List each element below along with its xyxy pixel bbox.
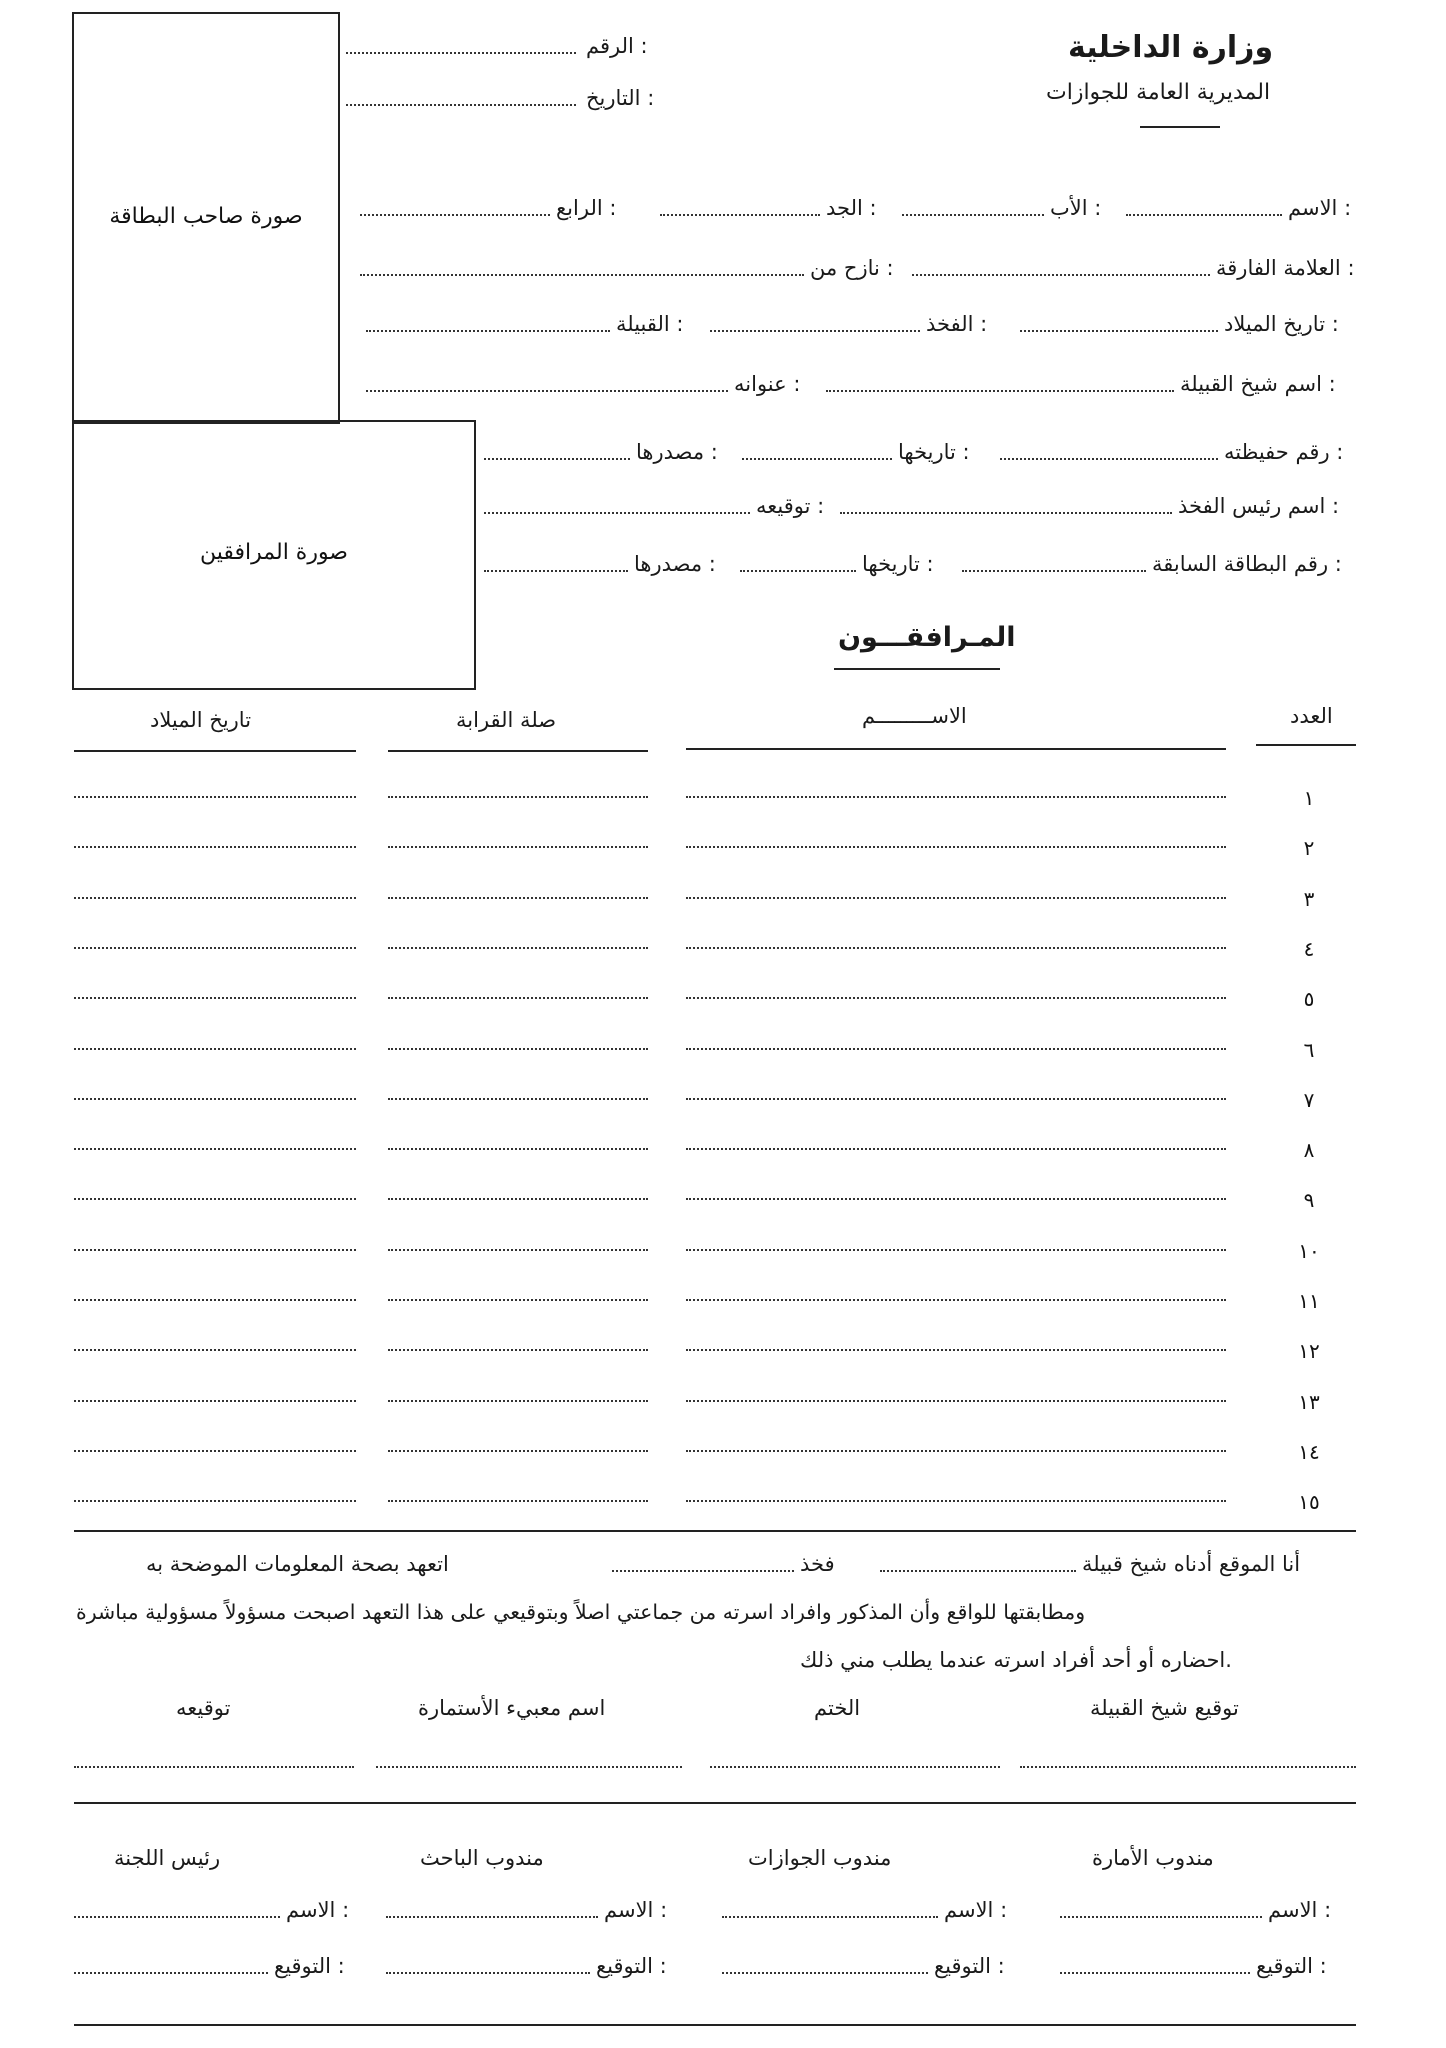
emirate-sign-field[interactable] xyxy=(1060,1972,1250,1974)
his-signature-field[interactable] xyxy=(74,1766,354,1768)
date-label: التاريخ : xyxy=(586,86,655,110)
signature-field[interactable] xyxy=(484,512,750,514)
prev-card-field[interactable] xyxy=(962,570,1146,572)
companion-birth-field[interactable] xyxy=(74,796,356,798)
emirate-rep-label: مندوب الأمارة xyxy=(1092,1846,1214,1870)
companion-name-field[interactable] xyxy=(686,947,1226,949)
companion-name-field[interactable] xyxy=(686,1450,1226,1452)
birth-date-label: تاريخ الميلاد : xyxy=(1224,312,1339,336)
file-no-field[interactable] xyxy=(1000,458,1218,460)
emirate-name-field[interactable] xyxy=(1060,1916,1262,1918)
researcher-name-field[interactable] xyxy=(386,1916,598,1918)
passports-name-field[interactable] xyxy=(722,1916,938,1918)
name-field[interactable] xyxy=(1126,214,1282,216)
bottom-rule xyxy=(74,2024,1356,2026)
emirate-name-label: الاسم : xyxy=(1268,1898,1332,1922)
companion-row-number: ١٤ xyxy=(1298,1440,1320,1464)
number-field[interactable] xyxy=(346,52,576,54)
companion-row-number: ١١ xyxy=(1298,1289,1320,1313)
col-birth-header: تاريخ الميلاد xyxy=(150,708,252,732)
clan-label: الفخذ : xyxy=(926,312,988,336)
emirate-sign-label: التوقيع : xyxy=(1256,1954,1327,1978)
pledge-line1-a: أنا الموقع أدناه شيخ قبيلة xyxy=(1082,1552,1301,1576)
companion-name-field[interactable] xyxy=(686,997,1226,999)
companion-row-number: ١٥ xyxy=(1298,1490,1320,1514)
section-divider xyxy=(74,1530,1356,1532)
grandfather-field[interactable] xyxy=(660,214,820,216)
companion-name-field[interactable] xyxy=(686,796,1226,798)
companion-birth-field[interactable] xyxy=(74,1349,356,1351)
companion-name-field[interactable] xyxy=(686,846,1226,848)
holder-photo-box[interactable] xyxy=(72,12,340,424)
displaced-from-field[interactable] xyxy=(360,274,804,276)
companion-birth-field[interactable] xyxy=(74,947,356,949)
pledge-line1-b: فخذ xyxy=(800,1552,835,1576)
number-label: الرقم : xyxy=(586,34,648,58)
companion-relation-field[interactable] xyxy=(388,997,648,999)
companion-row-number: ٢ xyxy=(1303,836,1315,860)
companion-birth-field[interactable] xyxy=(74,1198,356,1200)
researcher-sign-label: التوقيع : xyxy=(596,1954,667,1978)
sheikh-signature-field[interactable] xyxy=(1020,1766,1356,1768)
companion-relation-field[interactable] xyxy=(388,1400,648,1402)
header-underline xyxy=(1140,126,1220,128)
companion-name-field[interactable] xyxy=(686,1098,1226,1100)
passports-sign-label: التوقيع : xyxy=(934,1954,1005,1978)
filler-name-field[interactable] xyxy=(376,1766,682,1768)
companion-birth-field[interactable] xyxy=(74,1148,356,1150)
fourth-label: الرابع : xyxy=(556,196,617,220)
companion-relation-field[interactable] xyxy=(388,1249,648,1251)
companion-row-number: ٨ xyxy=(1303,1138,1315,1162)
prev-date-label: تاريخها : xyxy=(862,552,934,576)
fourth-field[interactable] xyxy=(360,214,550,216)
companion-relation-field[interactable] xyxy=(388,1148,648,1150)
name-label: الاسم : xyxy=(1288,196,1352,220)
chairman-label: رئيس اللجنة xyxy=(114,1846,221,1870)
companion-name-field[interactable] xyxy=(686,1249,1226,1251)
father-label: الأب : xyxy=(1050,196,1102,220)
companion-row-number: ٧ xyxy=(1303,1088,1315,1112)
companion-birth-field[interactable] xyxy=(74,846,356,848)
col-birth-rule xyxy=(74,750,356,752)
birth-date-field[interactable] xyxy=(1020,330,1218,332)
companion-relation-field[interactable] xyxy=(388,796,648,798)
prev-source-label: مصدرها : xyxy=(634,552,716,576)
companion-relation-field[interactable] xyxy=(388,1098,648,1100)
companion-relation-field[interactable] xyxy=(388,1048,648,1050)
stamp-label: الختم xyxy=(814,1696,861,1720)
address-field[interactable] xyxy=(366,390,728,392)
prev-date-field[interactable] xyxy=(740,570,856,572)
companion-birth-field[interactable] xyxy=(74,1048,356,1050)
chairman-name-field[interactable] xyxy=(74,1916,280,1918)
companion-row-number: ١٠ xyxy=(1298,1239,1320,1263)
companion-name-field[interactable] xyxy=(686,1148,1226,1150)
file-date-field[interactable] xyxy=(742,458,892,460)
file-date-label: تاريخها : xyxy=(898,440,970,464)
companion-name-field[interactable] xyxy=(686,1048,1226,1050)
col-name-rule xyxy=(686,748,1226,750)
companion-row-number: ١٣ xyxy=(1298,1390,1320,1414)
col-count-rule xyxy=(1256,744,1356,746)
companion-relation-field[interactable] xyxy=(388,1450,648,1452)
companion-relation-field[interactable] xyxy=(388,1349,648,1351)
pledge-clan-field[interactable] xyxy=(612,1570,794,1572)
companion-name-field[interactable] xyxy=(686,1198,1226,1200)
companions-title-underline xyxy=(834,668,1000,670)
companion-row-number: ٣ xyxy=(1303,887,1315,911)
companion-relation-field[interactable] xyxy=(388,897,648,899)
companion-birth-field[interactable] xyxy=(74,1299,356,1301)
companion-row-number: ٦ xyxy=(1303,1038,1315,1062)
researcher-name-label: الاسم : xyxy=(604,1898,668,1922)
companions-photo-label: صورة المرافقين xyxy=(199,540,348,565)
companion-row-number: ١٢ xyxy=(1298,1339,1320,1363)
file-source-field[interactable] xyxy=(484,458,630,460)
researcher-rep-label: مندوب الباحث xyxy=(420,1846,544,1870)
companion-relation-field[interactable] xyxy=(388,846,648,848)
pledge-line3: احضاره أو أحد أفراد اسرته عندما يطلب مني ذلك. xyxy=(800,1648,1232,1672)
father-field[interactable] xyxy=(902,214,1044,216)
clan-field[interactable] xyxy=(710,330,920,332)
companion-birth-field[interactable] xyxy=(74,1249,356,1251)
companion-birth-field[interactable] xyxy=(74,897,356,899)
prev-card-label: رقم البطاقة السابقة : xyxy=(1152,552,1342,576)
clan-head-label: اسم رئيس الفخذ : xyxy=(1178,494,1340,518)
tribe-field[interactable] xyxy=(366,330,610,332)
companions-title: المـرافقـــون xyxy=(838,622,1016,653)
companions-photo-box[interactable] xyxy=(72,420,476,690)
col-count-header: العدد xyxy=(1290,704,1333,728)
pledge-tribe-field[interactable] xyxy=(880,1570,1076,1572)
companion-birth-field[interactable] xyxy=(74,1400,356,1402)
companion-name-field[interactable] xyxy=(686,1500,1226,1502)
col-relation-rule xyxy=(388,750,648,752)
companion-birth-field[interactable] xyxy=(74,1450,356,1452)
researcher-sign-field[interactable] xyxy=(386,1972,590,1974)
pledge-line1-c: اتعهد بصحة المعلومات الموضحة به xyxy=(146,1552,449,1576)
holder-photo-label: صورة صاحب البطاقة xyxy=(109,204,303,229)
displaced-from-label: نازح من : xyxy=(810,256,894,280)
passports-name-label: الاسم : xyxy=(944,1898,1008,1922)
mark-label: العلامة الفارقة : xyxy=(1216,256,1355,280)
prev-source-field[interactable] xyxy=(484,570,628,572)
sheikh-signature-label: توقيع شيخ القبيلة xyxy=(1090,1696,1239,1720)
pledge-line2: ومطابقتها للواقع وأن المذكور وافراد اسرته من جماعتي اصلاً وبتوقيعي على هذا التعهد اصبحت مسؤولاً مسؤولية مباشرة xyxy=(76,1600,1086,1624)
companion-relation-field[interactable] xyxy=(388,947,648,949)
companion-row-number: ٥ xyxy=(1303,987,1315,1011)
companion-row-number: ٩ xyxy=(1303,1188,1315,1212)
companion-birth-field[interactable] xyxy=(74,997,356,999)
companion-relation-field[interactable] xyxy=(388,1299,648,1301)
tribe-label: القبيلة : xyxy=(616,312,684,336)
col-relation-header: صلة القرابة xyxy=(456,708,557,732)
passports-sign-field[interactable] xyxy=(722,1972,928,1974)
committee-divider xyxy=(74,1802,1356,1804)
signature-label: توقيعه : xyxy=(756,494,825,518)
companion-name-field[interactable] xyxy=(686,1299,1226,1301)
companion-row-number: ٤ xyxy=(1303,937,1315,961)
ministry-title: وزارة الداخلية xyxy=(1068,30,1274,65)
mark-field[interactable] xyxy=(912,274,1210,276)
chairman-sign-label: التوقيع : xyxy=(274,1954,345,1978)
file-source-label: مصدرها : xyxy=(636,440,718,464)
file-no-label: رقم حفيظته : xyxy=(1224,440,1344,464)
chairman-name-label: الاسم : xyxy=(286,1898,350,1922)
companion-birth-field[interactable] xyxy=(74,1500,356,1502)
companion-name-field[interactable] xyxy=(686,897,1226,899)
companion-relation-field[interactable] xyxy=(388,1500,648,1502)
clan-head-field[interactable] xyxy=(840,512,1172,514)
companion-relation-field[interactable] xyxy=(388,1198,648,1200)
sheikh-name-field[interactable] xyxy=(826,390,1174,392)
filler-name-label: اسم معبيء الأستمارة xyxy=(418,1696,606,1720)
stamp-field[interactable] xyxy=(710,1766,1000,1768)
date-field[interactable] xyxy=(346,104,576,106)
directorate-title: المديرية العامة للجوازات xyxy=(1046,80,1271,105)
grandfather-label: الجد : xyxy=(826,196,877,220)
companion-row-number: ١ xyxy=(1303,786,1315,810)
companion-name-field[interactable] xyxy=(686,1349,1226,1351)
passports-rep-label: مندوب الجوازات xyxy=(748,1846,892,1870)
companion-name-field[interactable] xyxy=(686,1400,1226,1402)
companion-birth-field[interactable] xyxy=(74,1098,356,1100)
chairman-sign-field[interactable] xyxy=(74,1972,268,1974)
col-name-header: الاســـــــــم xyxy=(862,704,967,728)
sheikh-name-label: اسم شيخ القبيلة : xyxy=(1180,372,1336,396)
his-signature-label: توقيعه xyxy=(176,1696,231,1720)
address-label: عنوانه : xyxy=(734,372,801,396)
